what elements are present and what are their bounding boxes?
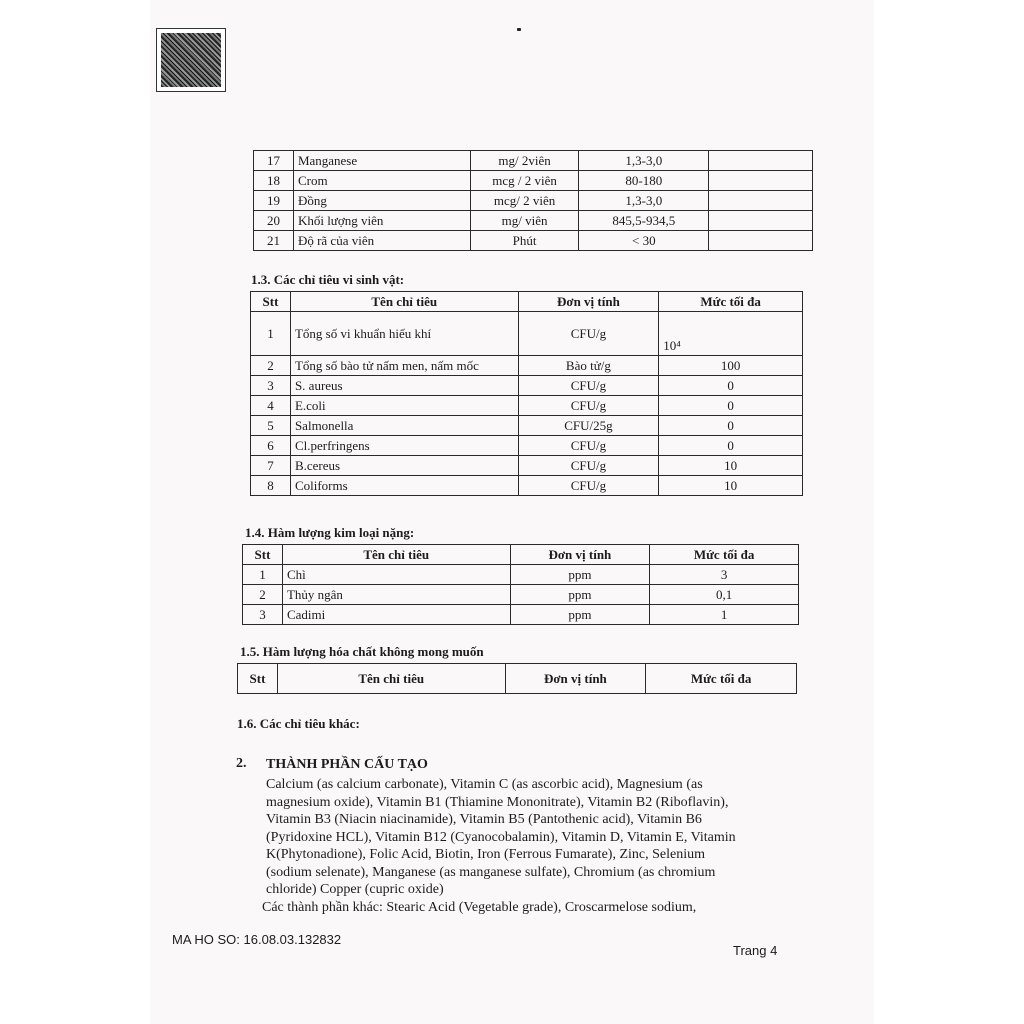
row-name: Cadimi [282,605,510,625]
scan-speck [517,28,521,31]
row-empty [709,151,813,171]
header-max: Mức tối đa [659,292,803,312]
row-stt: 7 [251,456,291,476]
row-name: E.coli [290,396,518,416]
composition-line: (sodium selenate), Manganese (as manganese sulfate), Chromium (as chromium [266,864,716,880]
row-stt: 2 [251,356,291,376]
section-1-5-title: 1.5. Hàm lượng hóa chất không mong muốn [240,644,484,659]
table-row [251,376,803,396]
table-row [243,585,799,605]
table-row [251,356,803,376]
row-name: Crom [293,171,470,191]
row-stt: 3 [251,376,291,396]
row-max: 0 [659,396,803,416]
row-unit: CFU/g [518,312,659,356]
dossier-code: MA HO SO: 16.08.03.132832 [172,932,342,947]
row-stt: 18 [254,171,294,191]
row-stt: 3 [243,605,283,625]
row-name: B.cereus [290,456,518,476]
row-stt: 5 [251,416,291,436]
row-empty [709,211,813,231]
section-2-title: THÀNH PHẦN CẤU TẠO [266,757,428,772]
header-name: Tên chỉ tiêu [282,545,510,565]
row-unit: CFU/g [518,396,659,416]
row-unit: ppm [510,605,650,625]
row-empty [709,191,813,211]
row-stt: 8 [251,476,291,496]
table-row [243,565,799,585]
table-row [254,171,813,191]
row-unit: mg/ 2viên [470,151,579,171]
row-name: Cl.perfringens [290,436,518,456]
row-max: 1 [650,605,799,625]
section-1-3-title: 1.3. Các chỉ tiêu vi sinh vật: [251,272,405,287]
row-value: < 30 [579,231,709,251]
table-row [243,605,799,625]
table-row [254,231,813,251]
header-stt: Stt [251,292,291,312]
row-unit: mcg/ 2 viên [470,191,579,211]
table-row [251,312,803,356]
row-name: Manganese [293,151,470,171]
header-max: Mức tối đa [650,545,799,565]
header-name: Tên chỉ tiêu [277,664,505,694]
chemicals-table [237,663,797,694]
row-name: S. aureus [290,376,518,396]
row-unit: CFU/25g [518,416,659,436]
row-value: 1,3-3,0 [579,191,709,211]
row-stt: 21 [254,231,294,251]
row-stt: 20 [254,211,294,231]
row-unit: ppm [510,565,650,585]
table-continued [253,150,813,251]
composition-line: Vitamin B3 (Niacin niacinamide), Vitamin B5 (Pantothenic acid), Vitamin B6 [266,812,702,827]
row-max: 10 [659,476,803,496]
row-name: Coliforms [290,476,518,496]
row-name: Khối lượng viên [293,211,470,231]
composition-paragraph [262,776,786,916]
row-name: Độ rã của viên [293,231,470,251]
header-unit: Đơn vị tính [505,664,646,694]
row-stt: 17 [254,151,294,171]
row-stt: 6 [251,436,291,456]
heavy-metals-table [242,544,799,625]
row-max: 100 [659,356,803,376]
row-unit: mg/ viên [470,211,579,231]
row-name: Tổng số vi khuẩn hiếu khí [290,312,518,356]
header-stt: Stt [243,545,283,565]
row-name: Thủy ngân [282,585,510,605]
composition-line: K(Phytonadione), Folic Acid, Biotin, Iron (Ferrous Fumarate), Zinc, Selenium [266,847,705,862]
row-empty [709,231,813,251]
row-max: 3 [650,565,799,585]
row-name: Chì [282,565,510,585]
table-row [251,436,803,456]
section-1-6-title: 1.6. Các chỉ tiêu khác: [237,716,360,731]
row-unit: CFU/g [518,376,659,396]
page-number: Trang 4 [733,943,778,958]
header-unit: Đơn vị tính [510,545,650,565]
header-stt: Stt [238,664,278,694]
section-1-4-title: 1.4. Hàm lượng kim loại nặng: [245,525,415,540]
row-unit: CFU/g [518,476,659,496]
table-row [251,456,803,476]
header-unit: Đơn vị tính [518,292,659,312]
header-max: Mức tối đa [646,664,797,694]
section-2-number: 2. [236,756,247,771]
row-empty [709,171,813,191]
table-row [254,191,813,211]
row-stt: 19 [254,191,294,211]
row-max: 0 [659,376,803,396]
table-row [251,396,803,416]
row-stt: 2 [243,585,283,605]
qr-code [156,28,226,92]
row-unit: Phút [470,231,579,251]
row-stt: 4 [251,396,291,416]
row-unit: mcg / 2 viên [470,171,579,191]
row-stt: 1 [251,312,291,356]
row-value: 845,5-934,5 [579,211,709,231]
row-name: Đồng [293,191,470,211]
row-unit: Bào tử/g [518,356,659,376]
row-value: 80-180 [579,171,709,191]
table-row [254,151,813,171]
table-row [251,416,803,436]
composition-line: Calcium (as calcium carbonate), Vitamin C (as ascorbic acid), Magnesium (as [266,777,703,792]
composition-line: (Pyridoxine HCL), Vitamin B12 (Cyanocobalamin), Vitamin D, Vitamin E, Vitamin [266,829,736,845]
row-max: 0 [659,416,803,436]
row-value: 1,3-3,0 [579,151,709,171]
header-name: Tên chỉ tiêu [290,292,518,312]
row-stt: 1 [243,565,283,585]
row-unit: CFU/g [518,456,659,476]
row-max: 0 [659,436,803,456]
composition-line: magnesium oxide), Vitamin B1 (Thiamine Mononitrate), Vitamin B2 (Riboflavin), [266,794,729,810]
composition-line: chloride) Copper (cupric oxide) [266,882,444,897]
microbiology-table [250,291,803,496]
row-max: 0,1 [650,585,799,605]
composition-line: Các thành phần khác: Stearic Acid (Vegetable grade), Croscarmelose sodium, [262,899,697,915]
row-name: Salmonella [290,416,518,436]
table-row [254,211,813,231]
row-max: 10⁴ [659,312,803,356]
row-unit: CFU/g [518,436,659,456]
row-name: Tổng số bào tử nấm men, nấm mốc [290,356,518,376]
table-row [251,476,803,496]
row-max: 10 [659,456,803,476]
row-unit: ppm [510,585,650,605]
